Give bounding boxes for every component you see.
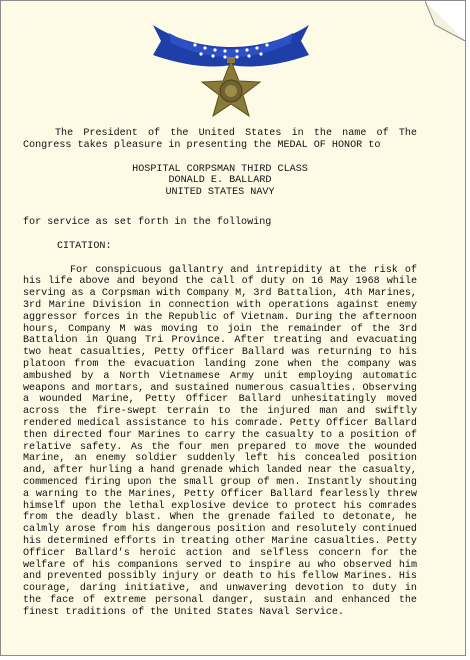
service-text: for service as set forth in the following bbox=[23, 216, 272, 228]
page-curl-icon bbox=[425, 1, 465, 41]
citation-body: For conspicuous gallantry and intrepidity at the risk of his life above and beyond the call of duty on 16 May 1968 while serving as a Corpsman with Company M, 3rd Battalion, 4th Marines, 3rd Marine Division in connection with operations against enemy aggressor forces in the Republic of Vietnam. During the afternoon hours, Company M was moving to join the remainder of the 3rd Battalion in Quang Tri Province. After treating and evacuating two heat casualties, Petty Officer Ballard was returning to his platoon from the evacuation landing zone when the company was ambushed by a North Vietnamese Army unit employing automatic weapons and mortars, and sustained numerous casualties. Observing a wounded Marine, Petty Officer Ballard unhesitatingly moved across the fire-swept terrain to the injured man and swiftly rendered medical assistance to his comrade. Petty Officer Ballard then directed four Marines to carry the casualty to a position of relative safety. As the four men prepared to move the wounded Marine, an enemy soldier suddenly left his concealed position and, after hurling a hand grenade which landed near the casualty, commenced firing upon the small group of men. Instantly shouting a warning to the Marines, Petty Officer Ballard fearlessly threw himself upon the lethal explosive device to protect his comrades from the deadly blast. When the grenade failed to detonate, he calmly arose from his dangerous position and resolutely continued his determined efforts in treating other Marine casualties. Petty Officer Ballard's heroic action and selfless concern for the welfare of his companions served to inspire au who observed him and prevented possibly injury or death to his fellow Marines. His courage, daring initiative, and unwavering devotion to duty in the face of extreme personal danger, sustain and enhanced the finest traditions of the United States Naval Service. bbox=[23, 264, 417, 618]
intro-text: The President of the United States in the name of The Congress takes pleasure in presenting the MEDAL OF HONOR to bbox=[23, 128, 417, 151]
recipient-name: DONALD E. BALLARD bbox=[168, 175, 272, 187]
citation-text-block bbox=[23, 128, 417, 618]
medal-of-honor-icon bbox=[151, 3, 311, 121]
recipient-block bbox=[23, 164, 417, 199]
citation-heading: CITATION: bbox=[57, 240, 112, 252]
recipient-rank: HOSPITAL CORPSMAN THIRD CLASS bbox=[132, 163, 308, 175]
recipient-branch: UNITED STATES NAVY bbox=[165, 187, 275, 199]
